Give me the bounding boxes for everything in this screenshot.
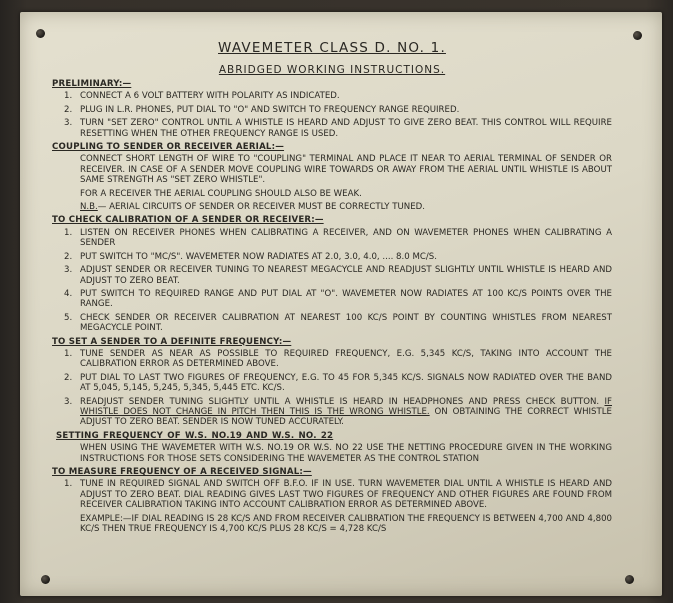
list-item: [64, 105, 612, 115]
item-text: ADJUST SENDER OR RECEIVER TUNING TO NEAREST MEGACYCLE AND READJUST SLIGHTLY UNTIL WHISTLE IS HEARD AND ADJUST TO ZERO BEAT.: [80, 265, 612, 286]
list-item: [64, 373, 612, 394]
item-text: CHECK SENDER OR RECEIVER CALIBRATION AT NEAREST 100 KC/S POINT BY COUNTING WHISTLES FROM NEAREST MEGACYCLE POINT.: [80, 312, 612, 334]
item-text: PUT SWITCH TO "MC/S". WAVEMETER NOW RADIATES AT 2.0, 3.0, 4.0, .... 8.0 MC/S.: [80, 251, 437, 262]
section-heading-check-calibration: TO CHECK CALIBRATION OF A SENDER OR RECEIVER:—: [52, 215, 324, 226]
screw-bottom-right: [625, 575, 634, 584]
netting-paragraph: WHEN USING THE WAVEMETER WITH W.S. NO.19 OR W.S. NO 22 USE THE NETTING PROCEDURE GIVEN IN THE WORKING INSTRUCTIONS FOR THOSE SETS CONSIDERING THE WAVEMETER AS THE CONTROL STATION: [80, 443, 612, 464]
item-text-part: READJUST SENDER TUNING SLIGHTLY UNTIL A WHISTLE IS HEARD IN HEADPHONES AND PRESS CHECK BUTTON.: [80, 396, 605, 407]
item-text: CONNECT A 6 VOLT BATTERY WITH POLARITY AS INDICATED.: [80, 91, 340, 102]
nb-label: N.B.: [80, 202, 98, 213]
item-number: 2.: [64, 251, 73, 262]
plate-title: WAVEMETER CLASS D. NO. 1.: [218, 40, 446, 56]
item-text: PUT DIAL TO LAST TWO FIGURES OF FREQUENCY, E.G. TO 45 FOR 5,345 KC/S. SIGNALS NOW RADIATED OVER THE BAND AT 5,045, 5,145, 5,245, 5,345, 5,445 ETC. KC/S.: [80, 372, 612, 394]
item-text: TUNE SENDER AS NEAR AS POSSIBLE TO REQUIRED FREQUENCY, E.G. 5,345 KC/S, TAKING INTO ACCOUNT THE CALIBRATION ERROR AS DETERMINED ABOVE.: [80, 348, 612, 370]
list-item: [64, 91, 612, 101]
nb-text: — AERIAL CIRCUITS OF SENDER OR RECEIVER MUST BE CORRECTLY TUNED.: [97, 202, 425, 213]
wrong-whistle-warning: IF WHISTLE DOES NOT CHANGE IN PITCH THEN THIS IS THE WRONG WHISTLE.: [80, 396, 612, 417]
item-number: 3.: [64, 118, 73, 129]
item-text: LISTEN ON RECEIVER PHONES WHEN CALIBRATING A RECEIVER, AND ON WAVEMETER PHONES WHEN CALIBRATING A SENDER: [80, 227, 612, 249]
list-item: [64, 118, 612, 139]
list-item: [64, 228, 612, 249]
section-heading-setting-ws: SETTING FREQUENCY OF W.S. NO.19 AND W.S. NO. 22: [56, 430, 334, 441]
instructions-text: [52, 40, 612, 537]
section-heading-measure: TO MEASURE FREQUENCY OF A RECEIVED SIGNAL:—: [52, 467, 312, 477]
item-number: 1.: [64, 479, 73, 490]
item-number: 3.: [64, 265, 73, 276]
item-text: [80, 397, 612, 428]
list-item: [64, 313, 612, 334]
item-text: PUT SWITCH TO REQUIRED RANGE AND PUT DIAL AT "O". WAVEMETER NOW RADIATES AT 100 KC/S POINTS OVER THE RANGE.: [80, 288, 612, 310]
example-paragraph: EXAMPLE:—IF DIAL READING IS 28 KC/S AND FROM RECEIVER CALIBRATION THE FREQUENCY IS BETWEEN 4,700 AND 4,800 KC/S THEN TRUE FREQUENCY IS 4,700 KC/S PLUS 28 KC/S = 4,728 KC/S: [80, 513, 613, 535]
receiver-coupling-note: FOR A RECEIVER THE AERIAL COUPLING SHOULD ALSO BE WEAK.: [80, 188, 362, 199]
list-item: [64, 349, 612, 370]
item-number: 1.: [64, 227, 73, 238]
list-item: [64, 479, 612, 510]
section-heading-preliminary: PRELIMINARY:—: [52, 79, 132, 89]
section-heading-set-sender: TO SET A SENDER TO A DEFINITE FREQUENCY:—: [52, 336, 292, 347]
plate-subtitle: ABRIDGED WORKING INSTRUCTIONS.: [218, 64, 446, 76]
item-number: 2.: [64, 372, 73, 383]
list-item: [64, 265, 612, 286]
item-text: TUNE IN REQUIRED SIGNAL AND SWITCH OFF B.F.O. IF IN USE. TURN WAVEMETER DIAL UNTIL A WHISTLE IS HEARD AND ADJUST TO ZERO BEAT. DIAL READING GIVES LAST TWO FIGURES OF FREQUENCY AND OTHER FIGURES ARE FOUND FROM RECEIVER CALIBRATION TAKING INTO ACCOUNT CALIBRATION ERROR AS DETERMINED ABOVE.: [80, 479, 612, 511]
list-item: [64, 397, 612, 428]
coupling-paragraph: CONNECT SHORT LENGTH OF WIRE TO "COUPLING" TERMINAL AND PLACE IT NEAR TO AERIAL TERMINAL OF SENDER OR RECEIVER. IN CASE OF A SENDER MOVE COUPLING WIRE TOWARDS OR AWAY FROM THE AERIAL UNTIL WHISTLE IS ABOUT SAME STRENGTH AS "SET ZERO WHISTLE".: [80, 154, 612, 186]
item-number: 1.: [64, 91, 73, 102]
item-number: 2.: [64, 104, 73, 115]
list-item: [64, 289, 612, 310]
list-item: [64, 252, 612, 262]
item-number: 1.: [64, 348, 73, 359]
item-text-part: ON OBTAINING THE CORRECT WHISTLE ADJUST TO ZERO BEAT. SENDER IS NOW TUNED ACCURATELY.: [80, 406, 612, 428]
screw-bottom-left: [41, 575, 50, 584]
item-number: 3.: [64, 396, 73, 407]
item-text: PLUG IN L.R. PHONES, PUT DIAL TO "O" AND SWITCH TO FREQUENCY RANGE REQUIRED.: [80, 104, 460, 115]
screw-top-right: [633, 31, 642, 40]
item-number: 4.: [64, 288, 73, 299]
item-text: TURN "SET ZERO" CONTROL UNTIL A WHISTLE IS HEARD AND ADJUST TO GIVE ZERO BEAT. THIS CONTROL WILL REQUIRE RESETTING WHEN THE OTHER FREQUENCY RANGE IS USED.: [80, 118, 612, 139]
section-heading-coupling: COUPLING TO SENDER OR RECEIVER AERIAL:—: [52, 142, 285, 153]
nb-note: [80, 202, 612, 212]
item-number: 5.: [64, 312, 73, 323]
screw-top-left: [36, 29, 45, 38]
